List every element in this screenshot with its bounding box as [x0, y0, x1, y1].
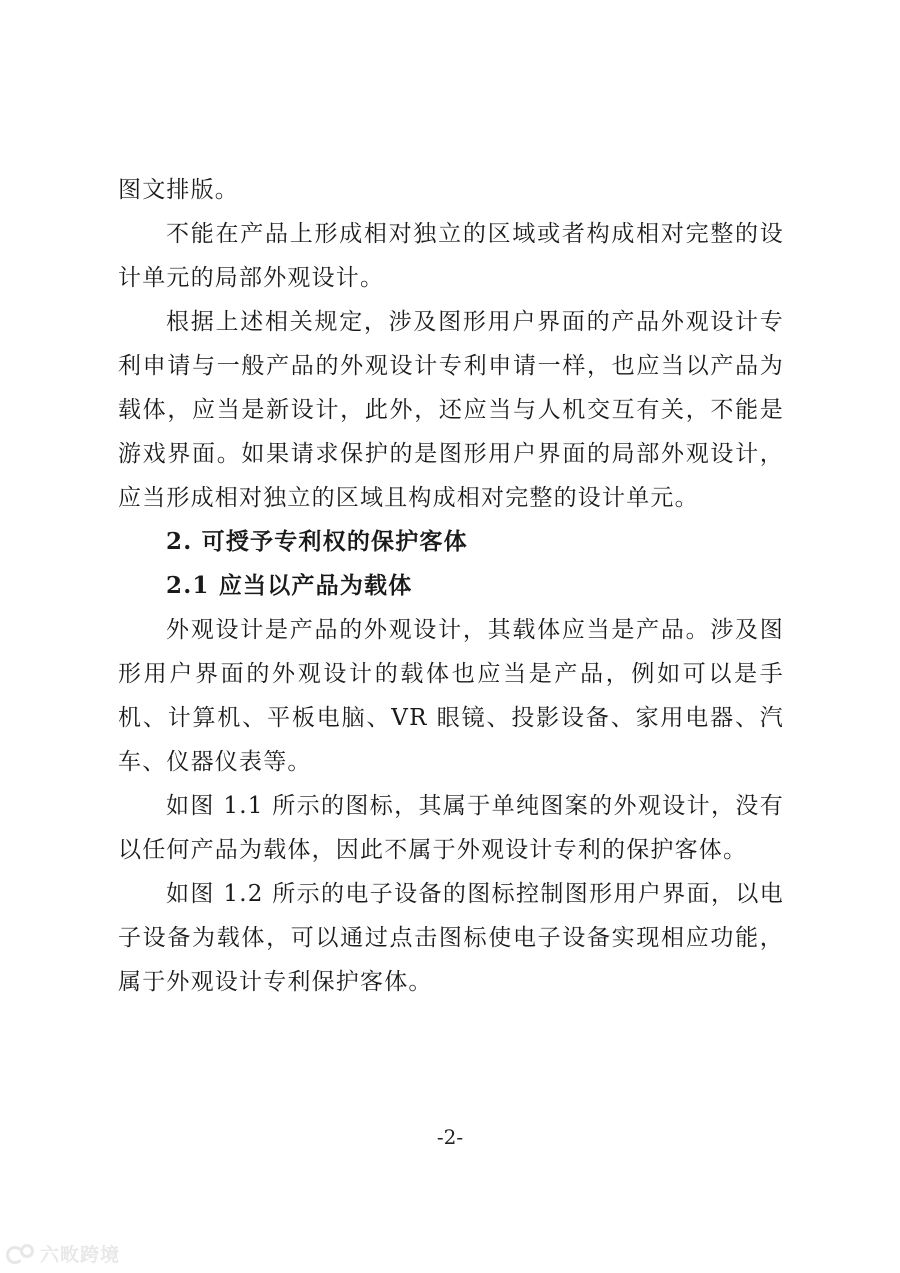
paragraph-summary: 根据上述相关规定，涉及图形用户界面的产品外观设计专利申请与一般产品的外观设计专利申请一样，也应当以产品为载体，应当是新设计，此外，还应当与人机交互有关，不能是游戏界面。如果请求保护的是图形用户界面的局部外观设计，应当形成相对独立的区域且构成相对完整的设计单元。: [118, 309, 784, 511]
page-number: -2-: [436, 1125, 464, 1149]
watermark: [6, 1241, 120, 1265]
paragraph-product-carrier: 外观设计是产品的外观设计，其载体应当是产品。涉及图形用户界面的外观设计的载体也应当是产品，例如可以是手机、计算机、平板电脑、VR 眼镜、投影设备、家用电器、汽车、仪器仪表等。: [118, 617, 784, 775]
paragraph-figure-1-1: 如图 1.1 所示的图标，其属于单纯图案的外观设计，没有以任何产品为载体，因此不属于外观设计专利的保护客体。: [118, 793, 784, 863]
paragraph-continuation: 图文排版。: [118, 177, 239, 203]
page-content: [118, 168, 784, 1004]
paragraph-figure-1-2: 如图 1.2 所示的电子设备的图标控制图形用户界面，以电子设备为载体，可以通过点击图标使电子设备实现相应功能，属于外观设计专利保护客体。: [118, 881, 784, 995]
section-heading: 2. 可授予专利权的保护客体: [166, 528, 468, 555]
speech-bubble-logo-icon: [6, 1242, 34, 1264]
paragraph-local-design: 不能在产品上形成相对独立的区域或者构成相对完整的设计单元的局部外观设计。: [118, 221, 784, 291]
watermark-text: 六畋跨境: [40, 1243, 121, 1266]
subsection-heading: 2.1 应当以产品为载体: [166, 572, 413, 599]
